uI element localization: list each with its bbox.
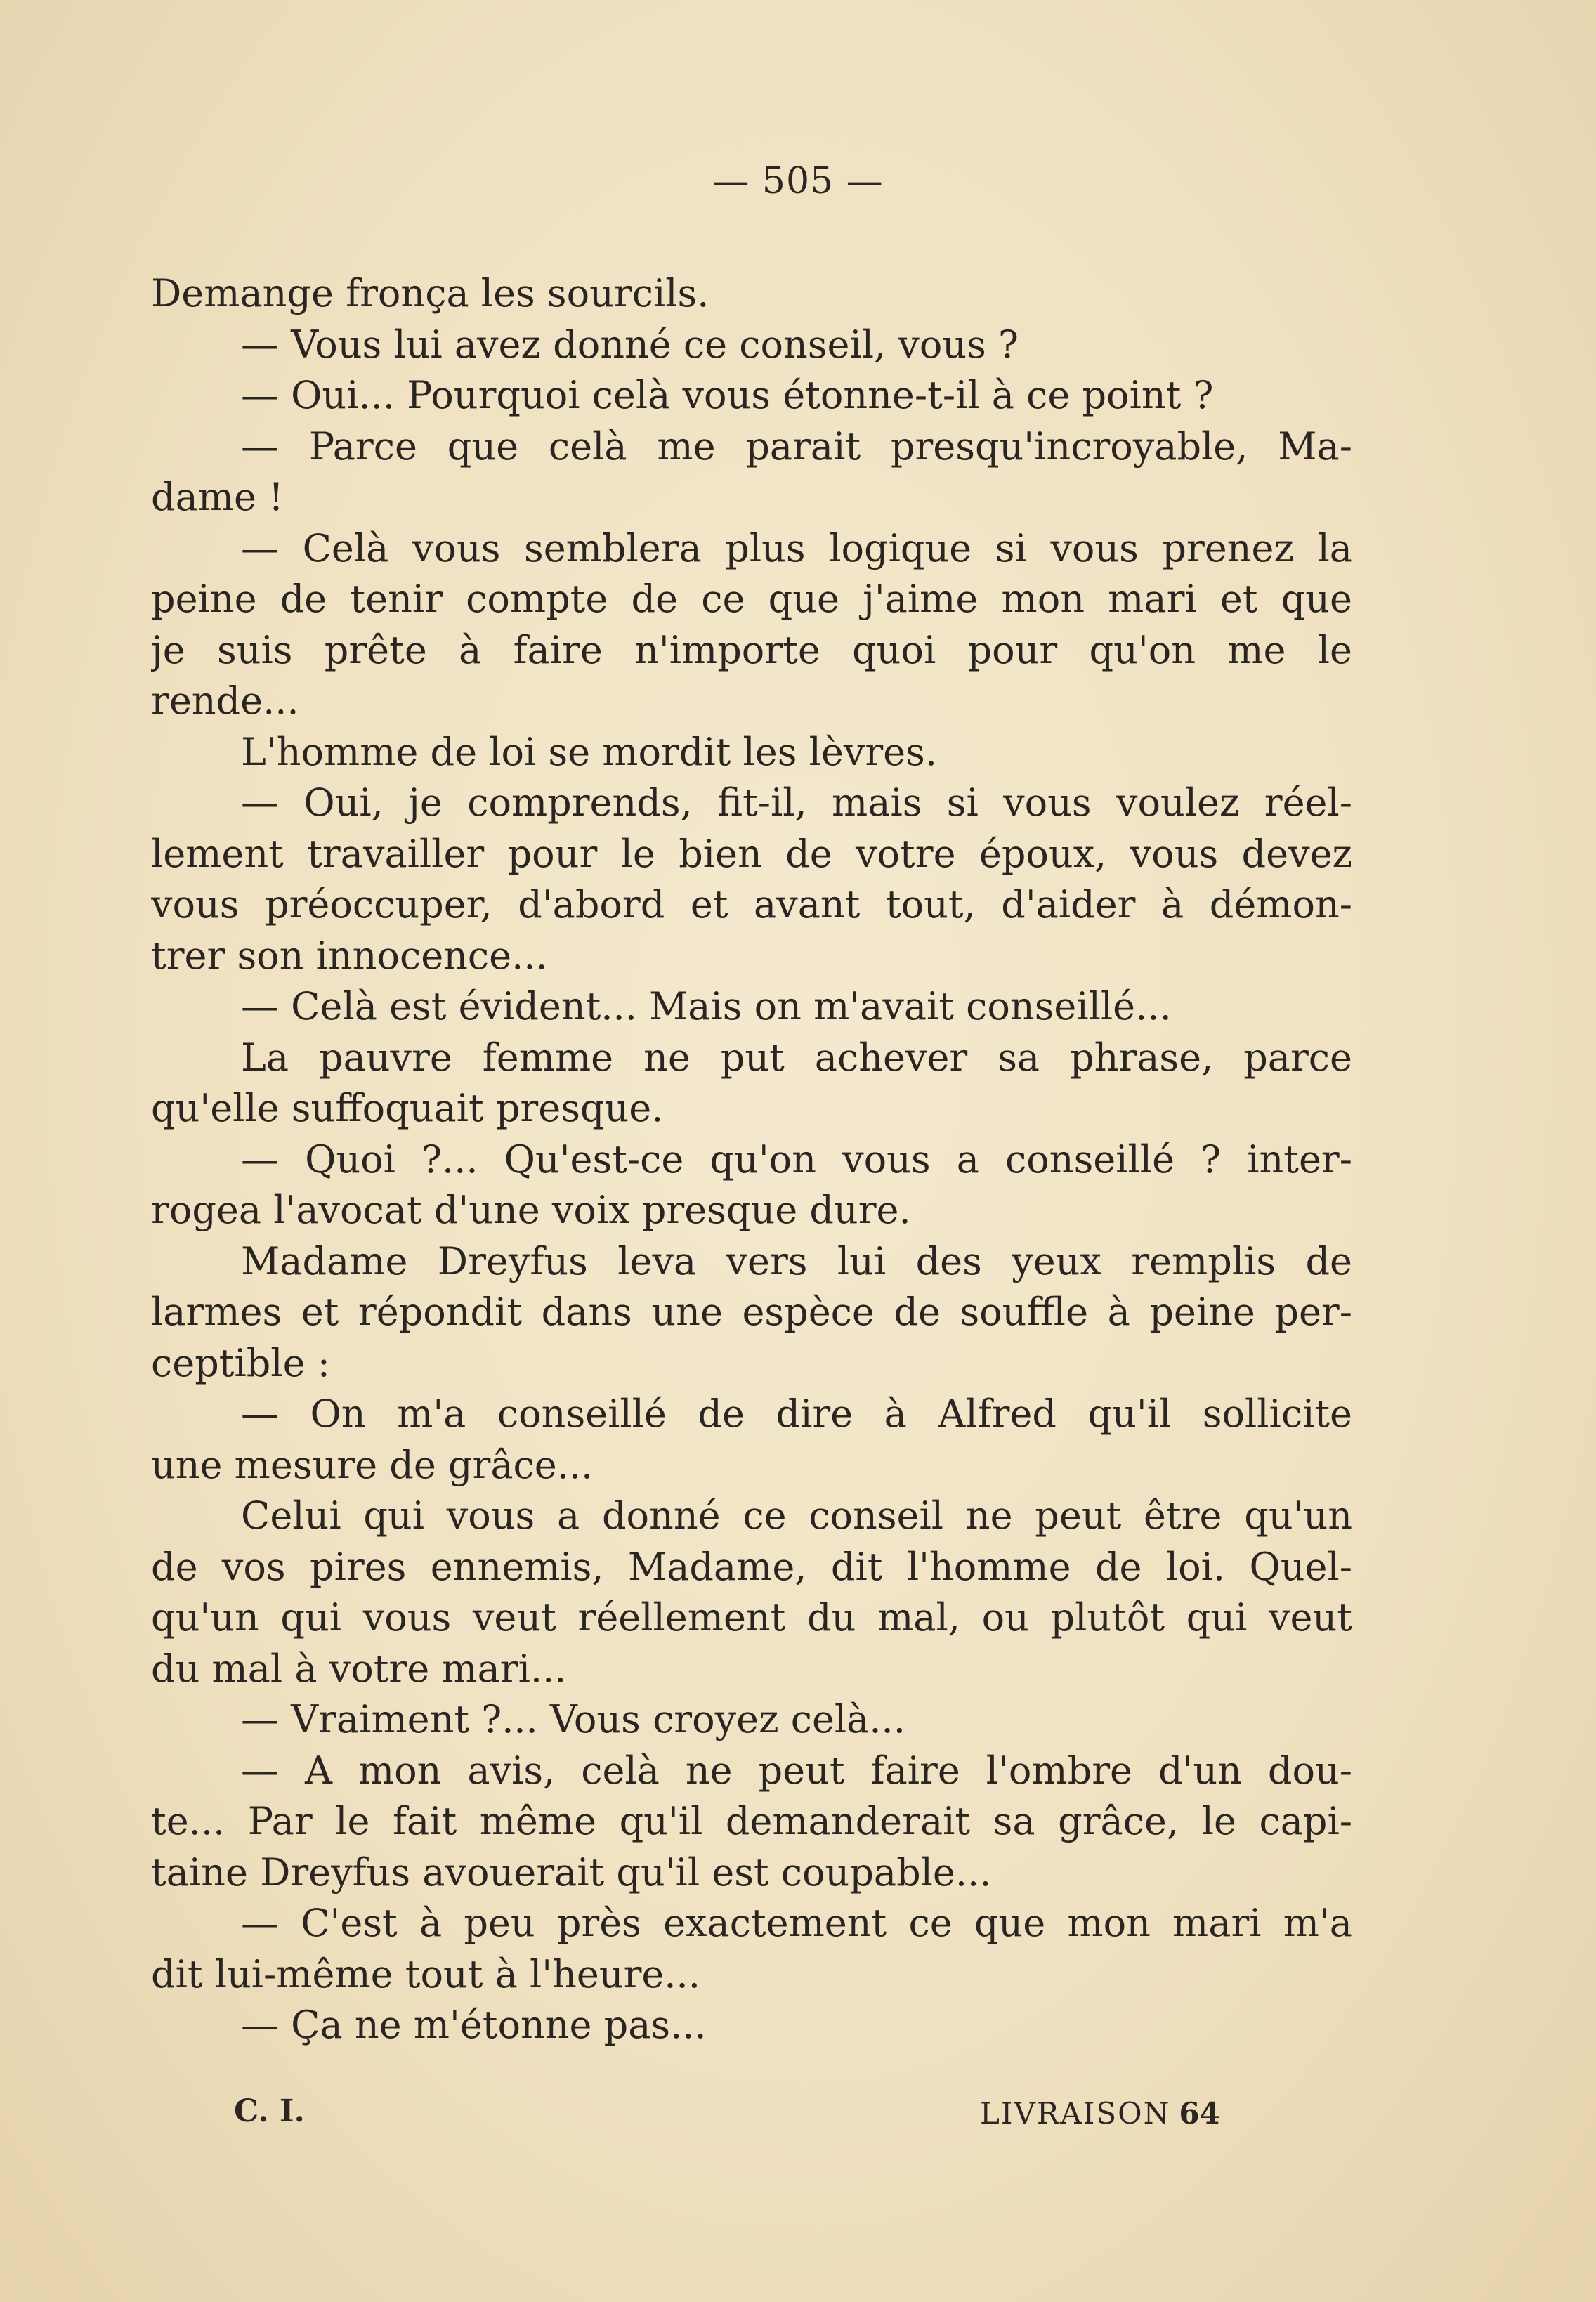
page-number: — 505 — bbox=[712, 160, 884, 202]
text-line: je suis prête à faire n'importe quoi pour qu'on me le bbox=[151, 627, 1352, 672]
text-line: lement travailler pour le bien de votre époux, vous devez bbox=[151, 831, 1352, 876]
text-line: La pauvre femme ne put achever sa phrase, parce bbox=[241, 1035, 1352, 1080]
text-line: trer son innocence... bbox=[151, 933, 548, 978]
issue-label bbox=[980, 2096, 1220, 2131]
text-line: rende... bbox=[151, 679, 299, 723]
text-line: — A mon avis, celà ne peut faire l'ombre d'un dou- bbox=[241, 1748, 1352, 1793]
text-line: vous préoccuper, d'abord et avant tout, d'aider à démon- bbox=[151, 882, 1352, 927]
text-line: — Oui, je comprends, fit-il, mais si vous voulez réel- bbox=[241, 780, 1352, 825]
text-line: — Oui... Pourquoi celà vous étonne-t-il à ce point ? bbox=[241, 373, 1214, 417]
text-line: peine de tenir compte de ce que j'aime mon mari et que bbox=[151, 577, 1352, 621]
text-line: — Vous lui avez donné ce conseil, vous ? bbox=[241, 322, 1019, 367]
issue-number: 64 bbox=[1179, 2096, 1220, 2131]
text-line: rogea l'avocat d'une voix presque dure. bbox=[151, 1188, 911, 1232]
text-line: — Parce que celà me parait presqu'incroyable, Ma- bbox=[241, 424, 1352, 469]
page-footer bbox=[0, 2093, 1596, 2143]
text-line: qu'elle suffoquait presque. bbox=[151, 1086, 664, 1130]
text-line: — C'est à peu près exactement ce que mon mari m'a bbox=[241, 1901, 1352, 1945]
text-line: — Vraiment ?... Vous croyez celà... bbox=[241, 1697, 905, 1741]
text-line: — Celà vous semblera plus logique si vous prenez la bbox=[241, 525, 1352, 570]
text-line: larmes et répondit dans une espèce de souffle à peine per- bbox=[151, 1290, 1352, 1334]
text-line: dame ! bbox=[151, 475, 284, 519]
text-line: taine Dreyfus avouerait qu'il est coupable... bbox=[151, 1850, 992, 1895]
body-text bbox=[151, 268, 1352, 2051]
text-line: — Quoi ?... Qu'est-ce qu'on vous a conseillé ? inter- bbox=[241, 1137, 1352, 1182]
text-line: Celui qui vous a donné ce conseil ne peut être qu'un bbox=[241, 1493, 1352, 1538]
text-line: L'homme de loi se mordit les lèvres. bbox=[241, 729, 937, 774]
text-line: du mal à votre mari... bbox=[151, 1646, 567, 1691]
text-line: — Celà est évident... Mais on m'avait conseillé... bbox=[241, 984, 1172, 1028]
text-line: Demange fronça les sourcils. bbox=[151, 271, 709, 315]
text-line: ceptible : bbox=[151, 1340, 330, 1385]
signature-mark: C. I. bbox=[234, 2093, 305, 2129]
issue-label-text: LIVRAISON bbox=[980, 2096, 1171, 2131]
text-line: dit lui-même tout à l'heure... bbox=[151, 1951, 700, 1996]
text-line: qu'un qui vous veut réellement du mal, ou plutôt qui veut bbox=[151, 1595, 1352, 1640]
text-line: de vos pires ennemis, Madame, dit l'homme de loi. Quel- bbox=[151, 1544, 1352, 1589]
text-line: une mesure de grâce... bbox=[151, 1442, 594, 1487]
text-line: — Ça ne m'étonne pas... bbox=[241, 2003, 707, 2047]
text-line: — On m'a conseillé de dire à Alfred qu'il sollicite bbox=[241, 1392, 1352, 1436]
text-line: Madame Dreyfus leva vers lui des yeux remplis de bbox=[241, 1238, 1352, 1283]
text-line: te... Par le fait même qu'il demanderait sa grâce, le capi- bbox=[151, 1799, 1352, 1843]
